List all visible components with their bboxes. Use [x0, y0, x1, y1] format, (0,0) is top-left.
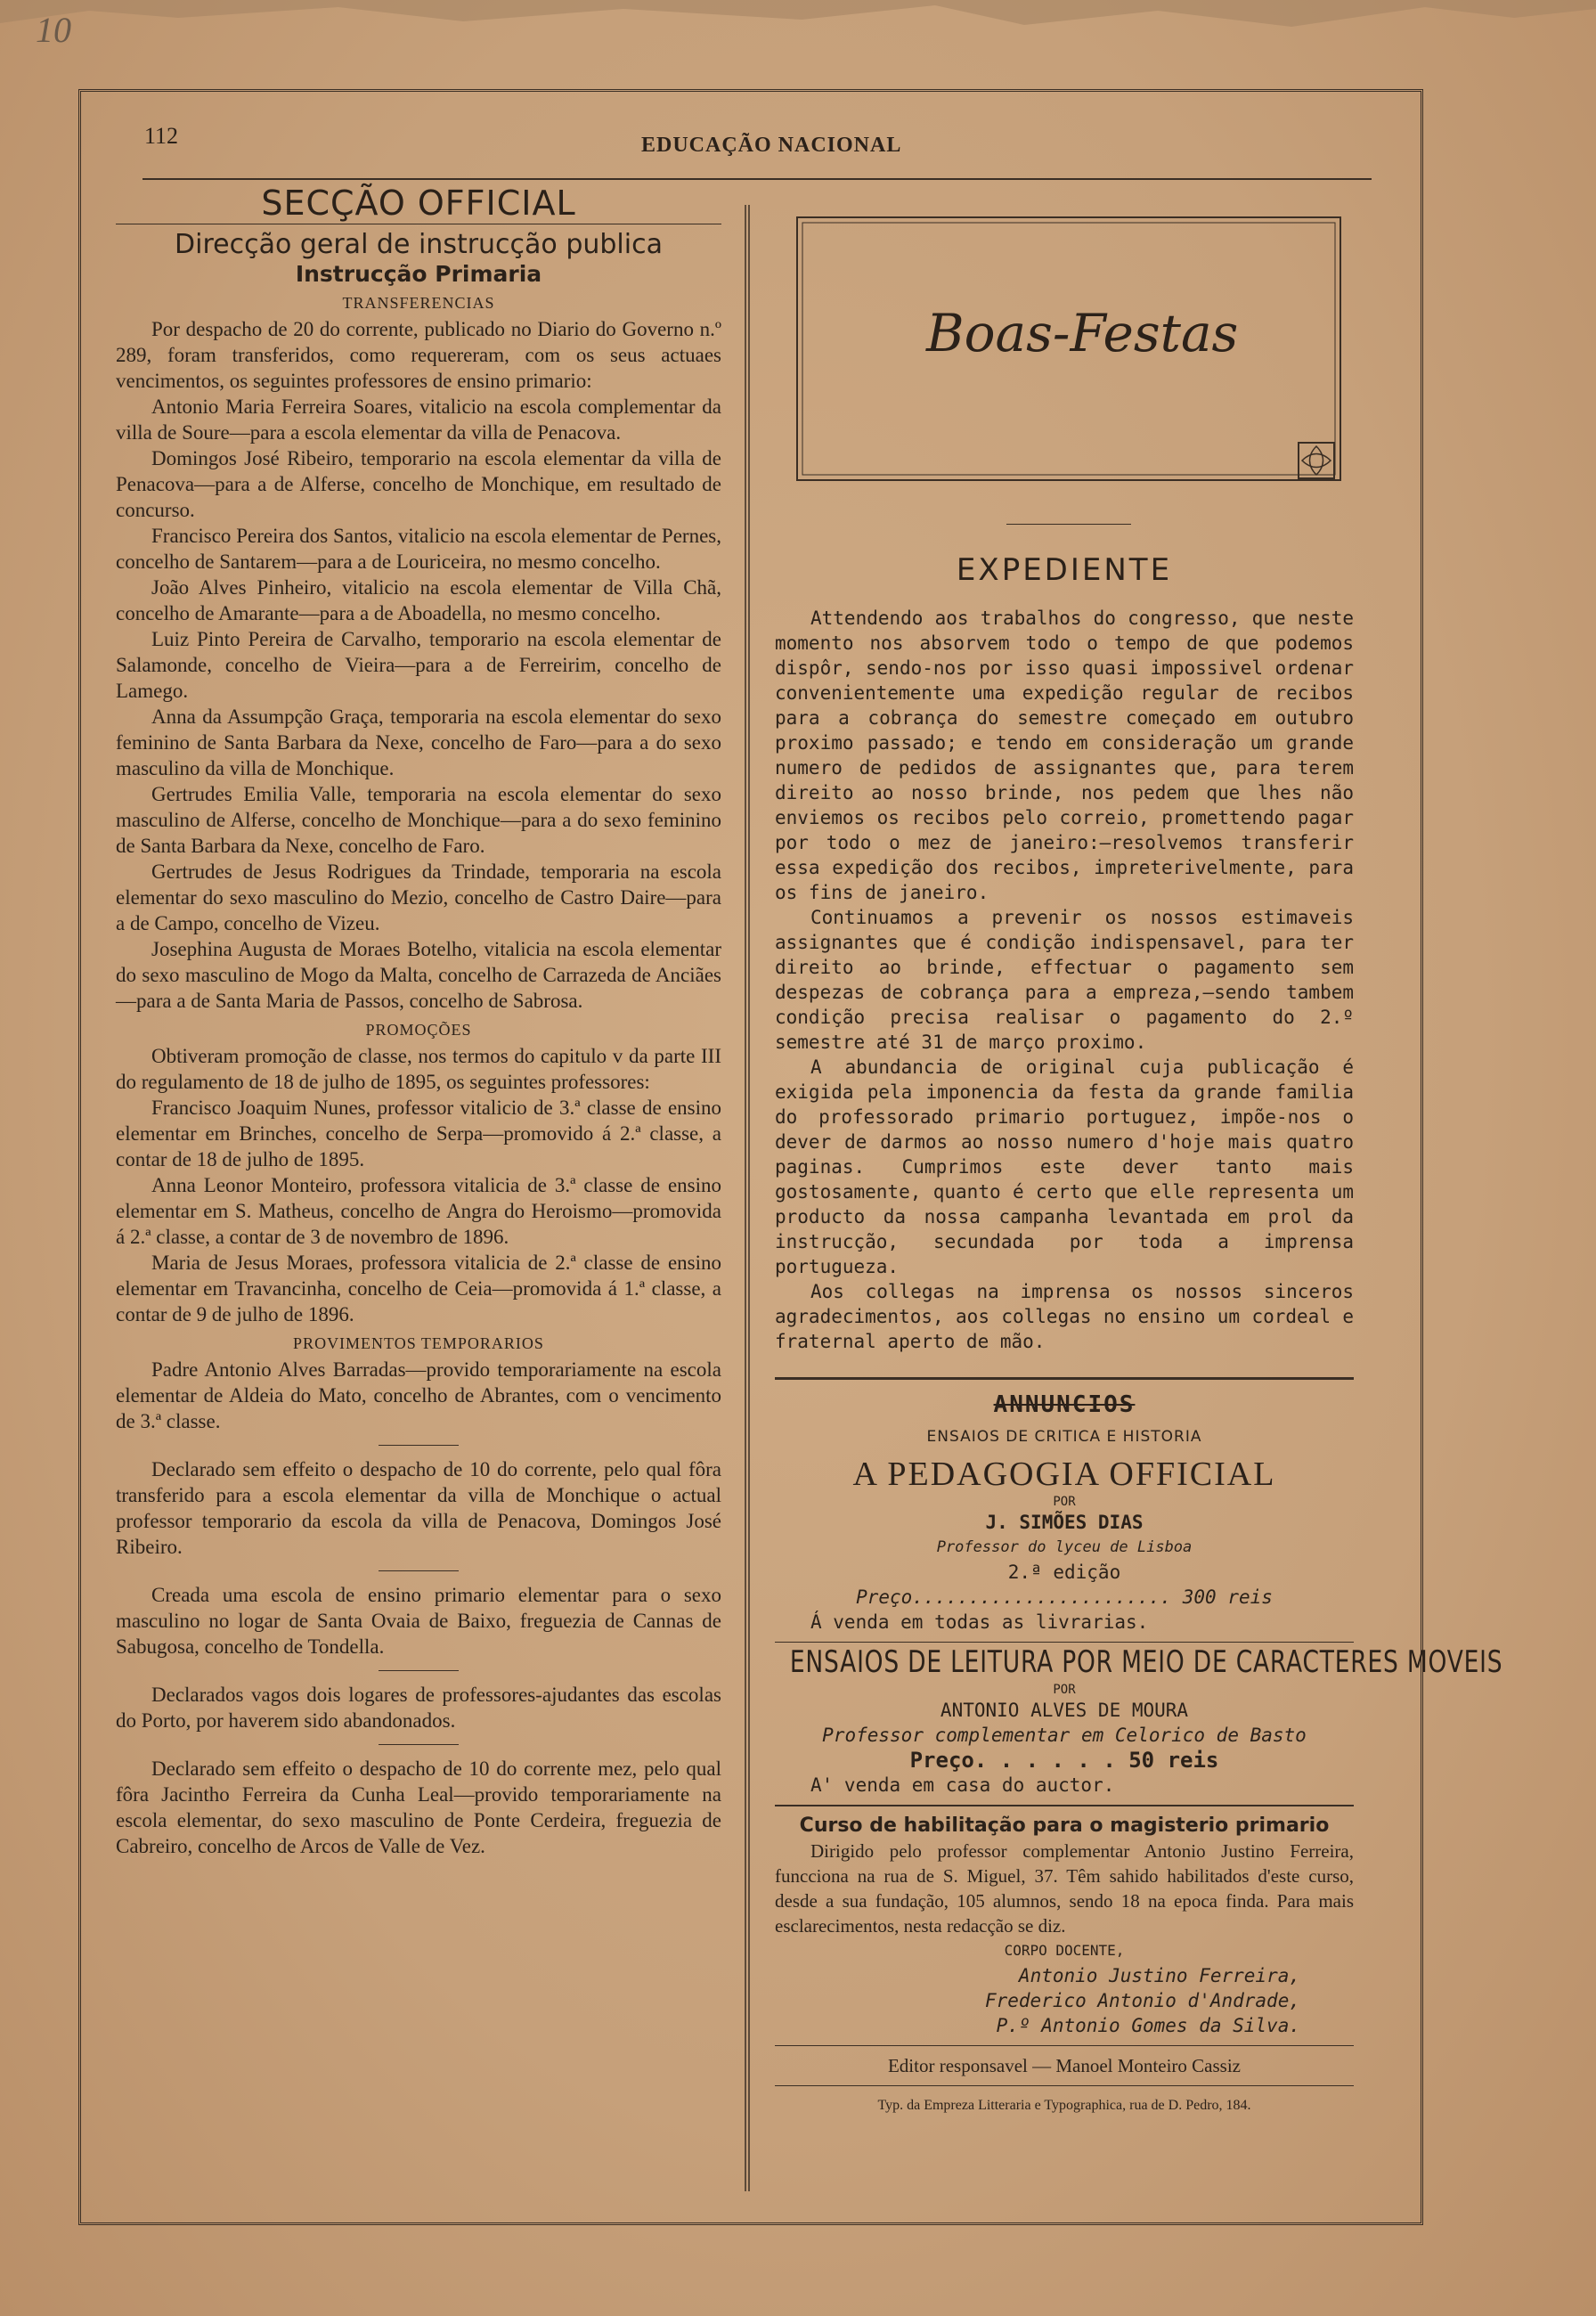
ad3-text: Dirigido pelo professor complementar Antonio Justino Ferreira, funcciona na rua de S. Miguel, 37. Têm sahido habilitados d'este curso, desde a sua fundação, 105 alumnos, sendo 18 na epoca finda. Para mais esclarecimentos, nesta redacção se diz. [775, 1840, 1354, 1937]
torn-top-edge [0, 0, 1596, 62]
greeting-text: Boas-Festas [926, 303, 1239, 363]
margin-note: 10 [36, 10, 71, 50]
paragraph: Francisco Pereira dos Santos, vitalicio na escola elementar de Pernes, concelho de Santarem—para a de Louriceira, no mesmo concelho. [116, 525, 721, 573]
official-section [116, 183, 721, 1859]
ad2-role: Professor complementar em Celorico de Basto [822, 1725, 1307, 1746]
paragraph: Attendendo aos trabalhos do congresso, que neste momento nos absorvem todo o tempo de que podemos dispôr, sendo-nos por isso quasi impossivel ordenar convenientemente uma expedição regular de recibos para a cobrança do semestre começado em outubro proximo passado; e tendo em consideração um grande numero de pedidos de assignantes que, para terem direito ao nosso brinde, nos pedem que lhes não enviemos os recibos pelo correio, promettendo pagar por todo o mez de janeiro:—resolvemos transferir essa expedição dos recibos, impreterivelmente, para os fins de janeiro. [775, 608, 1354, 903]
ad3-faculty-heading: CORPO DOCENTE, [1004, 1942, 1125, 1959]
paragraph: Padre Antonio Alves Barradas—provido temporariamente na escola elementar de Aldeia do Mato, concelho de Abrantes, com o vencimento de 3.ª classe. [116, 1358, 721, 1432]
ad3-faculty-name: Frederico Antonio d'Andrade, [984, 1990, 1300, 2011]
ad1-price-row [775, 1585, 1354, 1610]
ad1-price: 300 reis [1182, 1586, 1273, 1608]
announcements-title: ANNUNCIOS [993, 1391, 1136, 1418]
provisional-heading: PROVIMENTOS TEMPORARIOS [293, 1334, 544, 1352]
ad1-price-label: Preço....................... [856, 1586, 1172, 1608]
rule [775, 1642, 1354, 1643]
paragraph: Declarado sem effeito o despacho de 10 do corrente, pelo qual fôra transferido para a escola elementar da villa de Monchique o actual professor temporario da escola da villa de Penacova, Domingos José Ribeiro. [116, 1458, 721, 1558]
ad2-price: 50 reis [1128, 1748, 1219, 1773]
rule [775, 2045, 1354, 2046]
paragraph: A abundancia de original cuja publicação é exigida pela imponencia da festa da grande familia do professorado primario portuguez, impõe-nos o dever de darmos ao nosso numero d'hoje mais quatro paginas. Cumprimos este dever tanto mais gostosamente, quanto é certo que elle representa um producto da nossa campanha levantada em prol da instrucção, secundada por toda a imprensa portugueza. [775, 1056, 1354, 1277]
journal-title: EDUCAÇÃO NACIONAL [641, 134, 902, 157]
directorate: Direcção geral de instrucção publica [175, 229, 663, 260]
paragraph: Por despacho de 20 do corrente, publicado no Diario do Governo n.º 289, foram transferidos, como requereram, com os seus actuaes vencimentos, os seguintes professores de ensino primario: [116, 318, 721, 392]
separator [379, 1570, 459, 1571]
paragraph: Antonio Maria Ferreira Soares, vitalicio na escola complementar da villa de Soure—para a escola elementar da villa de Penacova. [116, 396, 721, 444]
ad2-title: ENSAIOS DE LEITURA POR MEIO DE CARACTERES MOVEIS [789, 1644, 1503, 1680]
ad1-title: A PEDAGOGIA OFFICIAL [852, 1456, 1276, 1493]
rule [775, 1805, 1354, 1806]
paragraph: Anna da Assumpção Graça, temporaria na escola elementar do sexo feminino de Santa Barbara da Nexe, concelho de Faro—para a do sexo masculino da villa de Monchique. [116, 705, 721, 779]
expediente-title: EXPEDIENTE [956, 552, 1173, 588]
paragraph: Anna Leonor Monteiro, professora vitalicia de 3.ª classe de ensino elementar em S. Matheus, concelho de Angra do Heroismo—promovida á 2.ª classe, a contar de 3 de novembro de 1896. [116, 1174, 721, 1248]
paragraph: Creada uma escola de ensino primario elementar para o sexo masculino no logar de Santa Ovaia de Baixo, freguezia de Cannas de Sabugosa, concelho de Tondella. [116, 1584, 721, 1658]
page-number: 112 [144, 123, 179, 149]
ad1-edition: 2.ª edição [1007, 1562, 1121, 1583]
ad1-author: J. SIMÕES DIAS [985, 1512, 1144, 1533]
promotions-heading: PROMOÇÕES [365, 1021, 472, 1039]
paragraph: Obtiveram promoção de classe, nos termos do capitulo v da parte III do regulamento de 18 de julho de 1895, os seguintes professores: [116, 1045, 721, 1093]
paragraph: Francisco Joaquim Nunes, professor vitalicio de 3.ª classe de ensino elementar em Brinches, concelho de Serpa—promovido á 2.ª classe, a contar de 18 de julho de 1895. [116, 1097, 721, 1170]
paragraph: Aos collegas na imprensa os nossos sinceros agradecimentos, aos collegas no ensino um cordeal e fraternal aperto de mão. [775, 1281, 1354, 1352]
paragraph: João Alves Pinheiro, vitalicio na escola elementar de Villa Chã, concelho de Amarante—para a de Aboadella, no mesmo concelho. [116, 576, 721, 624]
ad2-price-row [775, 1748, 1354, 1773]
editor-line: Editor responsavel — Manoel Monteiro Cassiz [887, 2055, 1241, 2076]
separator [1006, 524, 1131, 525]
printer-line: Typ. da Empreza Litteraria e Typographica, rua de D. Pedro, 184. [877, 2098, 1251, 2113]
ad3-faculty-name: Antonio Justino Ferreira, [1018, 1965, 1300, 1986]
paragraph: Maria de Jesus Moraes, professora vitalicia de 2.ª classe de ensino elementar em Travancinha, concelho de Ceia—promovida á 1.ª classe, a contar de 9 de julho de 1896. [116, 1252, 721, 1325]
paragraph: Continuamos a prevenir os nossos estimaveis assignantes que é condição indispensavel, para ter direito ao brinde, effectuar o pagamento sem despezas de cobrança para a empreza,—sendo tambem condição precisa realisar o pagamento do 2.º semestre até 31 de março proximo. [775, 907, 1354, 1053]
ad3-title: Curso de habilitação para o magisterio primario [799, 1814, 1330, 1837]
separator [379, 1670, 459, 1671]
ad1-por: POR [1053, 1495, 1076, 1509]
rule [775, 2085, 1354, 2086]
ad2-price-label: Preço. . . . . . [909, 1748, 1116, 1773]
paragraph: Domingos José Ribeiro, temporario na escola elementar da villa de Penacova—para a de Alferse, concelho de Monchique, em resultado de concurso. [116, 447, 721, 521]
ad1-series: ENSAIOS DE CRITICA E HISTORIA [926, 1428, 1202, 1446]
ad1-role: Professor do lyceu de Lisboa [936, 1538, 1193, 1556]
ad1-sale: Á venda em todas as livrarias. [810, 1611, 1149, 1633]
expediente-section [775, 606, 1503, 2118]
separator [379, 1744, 459, 1745]
ad2-por: POR [1053, 1683, 1076, 1697]
ornament-icon [1299, 443, 1334, 478]
paragraph: Declarados vagos dois logares de professores-ajudantes das escolas do Porto, por haverem sido abandonados. [116, 1684, 721, 1732]
paragraph: Josephina Augusta de Moraes Botelho, vitalicia na escola elementar do sexo masculino de Mogo da Malta, concelho de Carrazeda de Anciães—para a de Santa Maria de Passos, concelho de Sabrosa. [116, 938, 721, 1012]
rule [775, 1377, 1354, 1380]
paragraph: Luiz Pinto Pereira de Carvalho, temporario na escola elementar de Salamonde, concelho de Vieira—para a de Ferreirim, concelho de Lamego. [116, 628, 721, 702]
header-rule [142, 178, 1372, 180]
paragraph: Declarado sem effeito o despacho de 10 do corrente mez, pelo qual fôra Jacintho Ferreira da Cunha Leal—provido temporariamente na escola elementar, do sexo masculino de Ponte Cerdeira, freguezia de Cabreiro, concelho de Arcos de Valle de Vez. [116, 1757, 721, 1857]
column-divider [744, 205, 751, 2191]
paragraph: Gertrudes Emilia Valle, temporaria na escola elementar do sexo masculino de Alferse, concelho de Monchique—para a do sexo feminino de Santa Barbara da Nexe, concelho de Faro. [116, 783, 721, 857]
subsection-title: Instrucção Primaria [295, 261, 542, 287]
ad2-author: ANTONIO ALVES DE MOURA [940, 1700, 1189, 1721]
ad2-sale: A' venda em casa do auctor. [810, 1774, 1115, 1796]
paragraph: Gertrudes de Jesus Rodrigues da Trindade, temporaria na escola elementar do sexo masculino do Mezio, concelho de Castro Daire—para a de Campo, concelho de Vizeu. [116, 860, 721, 934]
separator [379, 1445, 459, 1446]
section-title: SECÇÃO OFFICIAL [261, 183, 576, 223]
transfers-heading: TRANSFERENCIAS [342, 294, 495, 312]
ad3-faculty-name: P.º Antonio Gomes da Silva. [996, 2015, 1300, 2036]
